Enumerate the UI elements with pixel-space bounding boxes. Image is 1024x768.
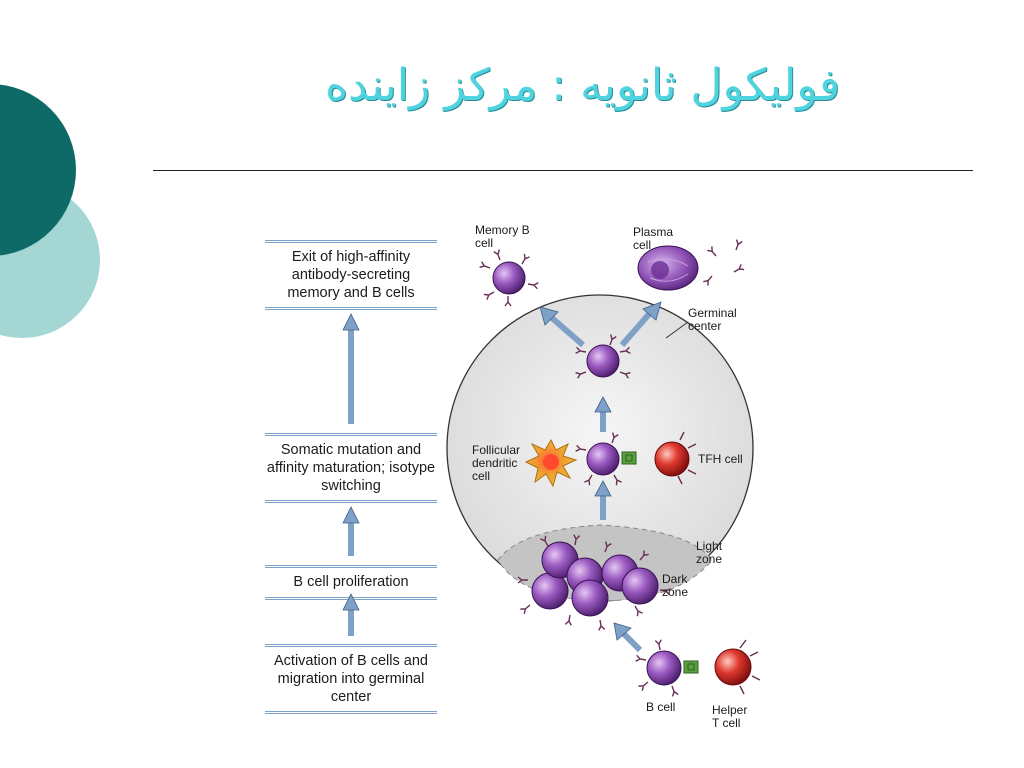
- b-cell-bottom: [636, 640, 681, 697]
- stage-proliferation: B cell proliferation: [265, 565, 437, 600]
- label-light-zone: Light zone: [696, 539, 723, 566]
- label-memory-b-cell: Memory B cell: [475, 223, 530, 250]
- stage-arrows: [343, 314, 359, 636]
- synapse-tfh: [622, 452, 636, 464]
- stage-activation: Activation of B cells and migration into germinal center: [265, 644, 437, 714]
- label-plasma-cell: Plasma cell: [633, 225, 674, 252]
- label-follicular-dendritic-cell: Follicular dendritic cell: [472, 443, 521, 483]
- stage-exit: Exit of high-affinity antibody-secreting memory and B cells: [265, 240, 437, 310]
- label-helper-t-cell: Helper T cell: [712, 703, 748, 730]
- memory-b-cell: [480, 250, 539, 306]
- stage-somatic-mutation: Somatic mutation and affinity maturation; isotype switching: [265, 433, 437, 503]
- slide-title: فولیکول ثانویه : مرکز زاینده: [325, 60, 840, 111]
- label-dark-zone: Dark zone: [662, 572, 689, 599]
- synapse-helper: [684, 661, 698, 673]
- label-tfh-cell: TFH cell: [698, 452, 743, 466]
- label-b-cell: B cell: [646, 700, 676, 714]
- label-germinal-center: Germinal center: [688, 306, 737, 333]
- helper-t-cell: [715, 640, 760, 694]
